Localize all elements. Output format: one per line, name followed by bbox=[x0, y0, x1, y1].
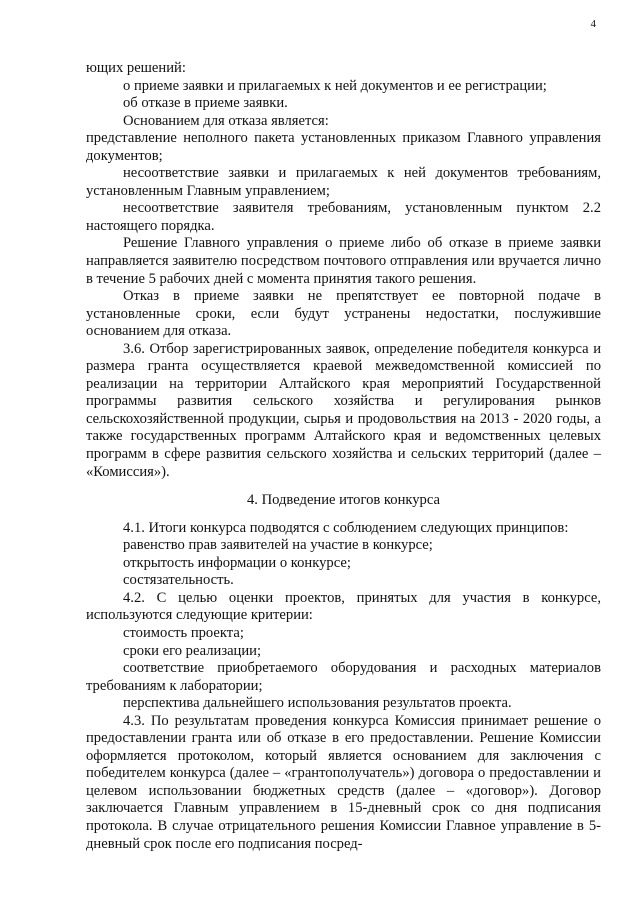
principle-competitiveness: состязательность. bbox=[123, 572, 234, 589]
principle-openness: открытость информации о конкурсе; bbox=[123, 554, 351, 571]
clause-4-3: 4.3. По результатам проведения конкурса Комиссия принимает решение о предоставлении гранта или об отказе в его предоставлении. Решение Комиссии оформляется протоколом, который является основанием для заключения с победителем конкурса (далее – «грантополучатель») договора о предоставлении и целевом использовании бюджетных средств (далее – «договор»). Договор заключается Главным управлением в 15-дневный срок со дня подписания протокола. В случае отрицательного решения Комиссии Главное управление в 5-дневный срок после его подписания посред- bbox=[86, 712, 601, 852]
resubmission-paragraph: Отказ в приеме заявки не препятствует ее повторной подаче в установленные сроки, если будут устранены недостатки, послужившие основанием для отказа. bbox=[86, 288, 601, 340]
section-4-heading: 4. Подведение итогов конкурса bbox=[247, 492, 440, 509]
refusal-ground-noncompliance-application: несоответствие заявки и прилагаемых к ней документов требованиям, установленным Главным управлением; bbox=[86, 165, 601, 199]
decision-notification-paragraph: Решение Главного управления о приеме либо об отказе в приеме заявки направляется заявителю посредством почтового отправления или вручается лично в течение 5 рабочих дней с момента принятия такого решения. bbox=[86, 235, 601, 287]
refusal-ground-incomplete: представление неполного пакета установленных приказом Главного управления документов; bbox=[86, 130, 601, 164]
clause-4-2: 4.2. С целью оценки проектов, принятых для участия в конкурсе, используются следующие критерии: bbox=[86, 589, 601, 624]
refusal-grounds-intro: Основанием для отказа является: bbox=[123, 112, 329, 129]
clause-4-1: 4.1. Итоги конкурса подводятся с соблюдением следующих принципов: bbox=[123, 519, 569, 536]
criterion-prospects: перспектива дальнейшего использования результатов проекта. bbox=[123, 695, 512, 712]
refusal-ground-noncompliance-applicant: несоответствие заявителя требованиям, установленным пунктом 2.2 настоящего порядка. bbox=[86, 200, 601, 234]
clause-3-6: 3.6. Отбор зарегистрированных заявок, определение победителя конкурса и размера гранта осуществляется краевой межведомственной комиссией по реализации на территории Алтайского края мероприятий Государственной программы развития сельского хозяйства и регулирования рынков сельскохозяйственной продукции, сырья и продовольствия на 2013 - 2020 годы, а также государственных программ Алтайского края и ведомственных целевых программ в сфере развития сельского хозяйства и сельских территорий (далее – «Комиссия»). bbox=[86, 340, 601, 480]
document-body bbox=[86, 60, 601, 853]
paragraph-continuation: ющих решений: bbox=[86, 60, 186, 76]
criterion-cost: стоимость проекта; bbox=[123, 624, 244, 641]
list-item-refuse: об отказе в приеме заявки. bbox=[123, 95, 288, 112]
list-item-accept: о приеме заявки и прилагаемых к ней документов и ее регистрации; bbox=[123, 77, 547, 94]
criterion-equipment: соответствие приобретаемого оборудования и расходных материалов требованиям к лаборатории; bbox=[86, 660, 601, 694]
principle-equality: равенство прав заявителей на участие в конкурсе; bbox=[123, 537, 433, 554]
page-number: 4 bbox=[590, 18, 596, 30]
criterion-timeline: сроки его реализации; bbox=[123, 642, 262, 659]
